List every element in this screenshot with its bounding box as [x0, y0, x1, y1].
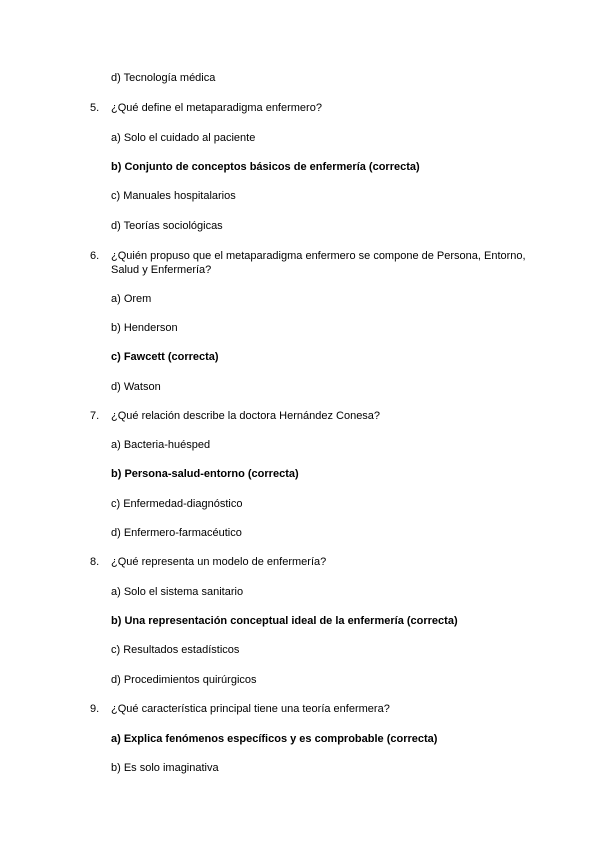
q8-option-d: d) Procedimientos quirúrgicos: [111, 674, 257, 686]
question-text: ¿Quién propuso que el metaparadigma enfermero se compone de Persona, Entorno, Salud y Enfermería?: [111, 250, 526, 276]
q6-option-a: a) Orem: [111, 293, 152, 305]
q8-option-a: a) Solo el sistema sanitario: [111, 586, 244, 598]
q4-option-d: d) Tecnología médica: [111, 72, 216, 84]
q8-option-b-correct: b) Una representación conceptual ideal de la enfermería (correcta): [111, 615, 458, 627]
q6-option-c-correct: c) Fawcett (correcta): [111, 351, 219, 363]
question-text: ¿Qué representa un modelo de enfermería?: [111, 556, 327, 568]
q9-option-b: b) Es solo imaginativa: [111, 762, 219, 774]
question-text: ¿Qué define el metaparadigma enfermero?: [111, 102, 322, 114]
question-5: [90, 101, 540, 115]
question-number: 5.: [90, 102, 100, 114]
q7-option-c: c) Enfermedad-diagnóstico: [111, 498, 243, 510]
question-number: 7.: [90, 410, 100, 422]
q5-option-a: a) Solo el cuidado al paciente: [111, 132, 256, 144]
q5-option-d: d) Teorías sociológicas: [111, 220, 223, 232]
q7-option-a: a) Bacteria-huésped: [111, 439, 211, 451]
question-8: [90, 555, 540, 569]
q5-option-c: c) Manuales hospitalarios: [111, 190, 236, 202]
q6-option-b: b) Henderson: [111, 322, 178, 334]
q6-option-d: d) Watson: [111, 381, 161, 393]
question-number: 6.: [90, 250, 100, 262]
q7-option-d: d) Enfermero-farmacéutico: [111, 527, 242, 539]
question-number: 9.: [90, 703, 100, 715]
q8-option-c: c) Resultados estadísticos: [111, 644, 240, 656]
q7-option-b-correct: b) Persona-salud-entorno (correcta): [111, 468, 299, 480]
question-number: 8.: [90, 556, 100, 568]
question-7: [90, 409, 540, 423]
question-9: [90, 702, 540, 716]
question-text: ¿Qué característica principal tiene una teoría enfermera?: [111, 703, 390, 715]
question-text: ¿Qué relación describe la doctora Hernández Conesa?: [111, 410, 381, 422]
q9-option-a-correct: a) Explica fenómenos específicos y es comprobable (correcta): [111, 733, 438, 745]
question-6: [90, 249, 540, 277]
q5-option-b-correct: b) Conjunto de conceptos básicos de enfermería (correcta): [111, 161, 420, 173]
